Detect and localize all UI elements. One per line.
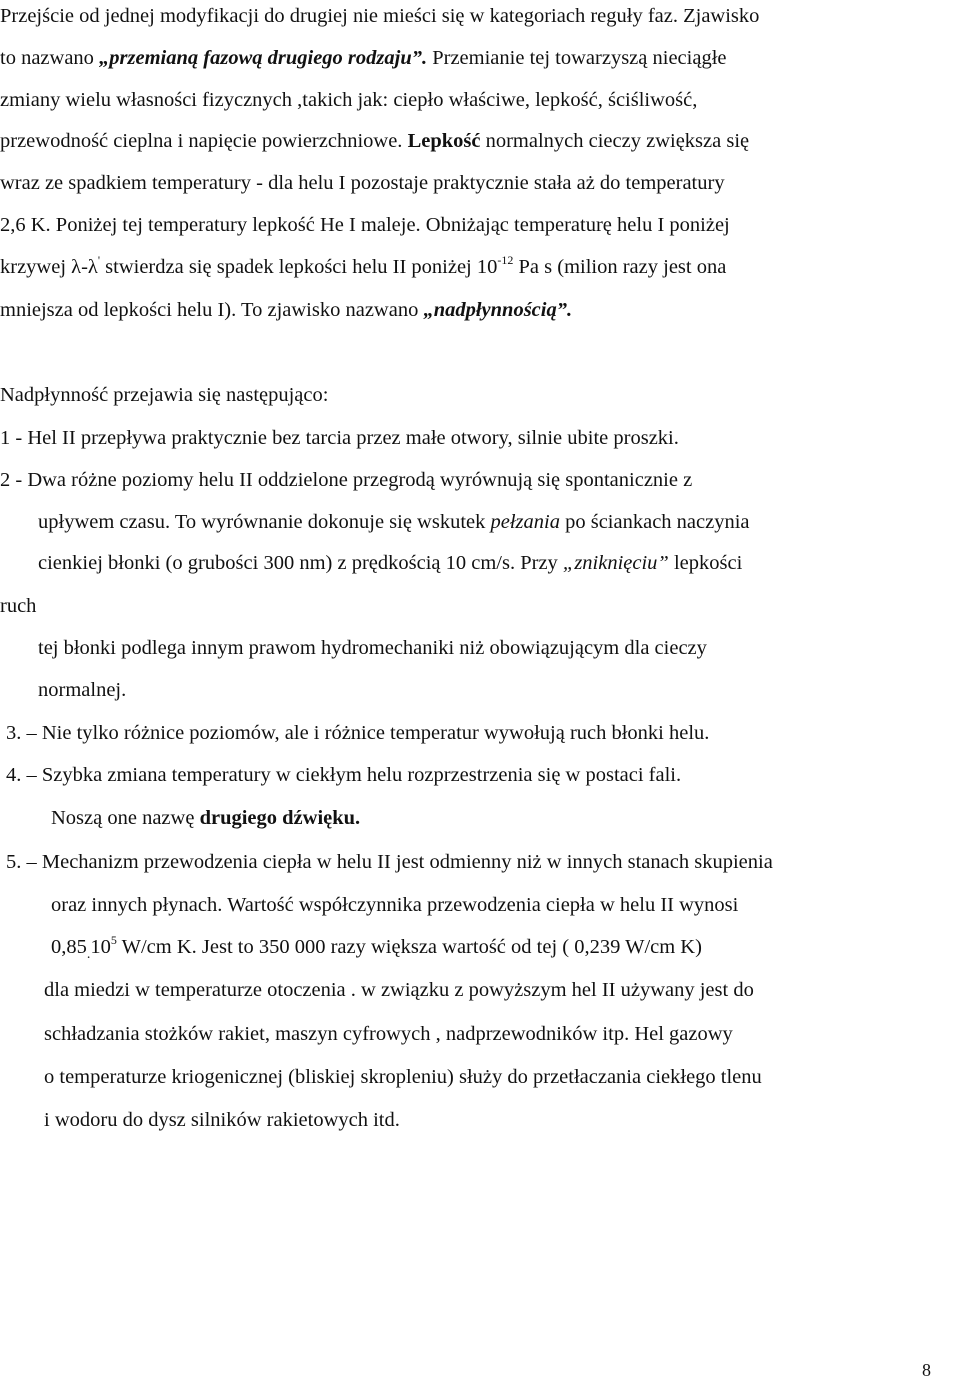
- text-line: ruch: [0, 595, 37, 617]
- list-item: 2 - Dwa różne poziomy helu II oddzielone przegrodą wyrównują się spontanicznie z: [0, 469, 693, 491]
- text-line: 2,6 K. Poniżej tej temperatury lepkość He I maleje. Obniżając temperaturę helu I poniżej: [0, 214, 730, 236]
- text-line: Przejście od jednej modyfikacji do drugiej nie mieści się w kategoriach reguły faz. Zjawisko: [0, 5, 760, 27]
- text-line: przewodność cieplna i napięcie powierzchniowe. Lepkość normalnych cieczy zwiększa się: [0, 130, 750, 152]
- text-line: Noszą one nazwę drugiego dźwięku.: [51, 807, 361, 829]
- text-line: i wodoru do dysz silników rakietowych itd.: [44, 1109, 400, 1131]
- list-item: 5. – Mechanizm przewodzenia ciepła w helu II jest odmienny niż w innych stanach skupienia: [6, 851, 773, 873]
- text-line: dla miedzi w temperaturze otoczenia . w związku z powyższym hel II używany jest do: [44, 979, 754, 1001]
- list-item: 3. – Nie tylko różnice poziomów, ale i różnice temperatur wywołują ruch błonki helu.: [6, 722, 710, 744]
- text-line: o temperaturze kriogenicznej (bliskiej skropleniu) służy do przetłaczania ciekłego tlenu: [44, 1066, 762, 1088]
- text-line: Nadpłynność przejawia się następująco:: [0, 384, 329, 406]
- emphasis-term: „nadpłynnością”.: [423, 299, 573, 321]
- emphasis-term: „przemianą fazową drugiego rodzaju”.: [99, 47, 428, 69]
- text-line: oraz innych płynach. Wartość współczynnika przewodzenia ciepła w helu II wynosi: [51, 894, 739, 916]
- text-line: zmiany wielu własności fizycznych ,takich jak: ciepło właściwe, lepkość, ściśliwość,: [0, 89, 698, 111]
- text-line: tej błonki podlega innym prawom hydromechaniki niż obowiązującym dla cieczy: [38, 637, 707, 659]
- text-line: wraz ze spadkiem temperatury - dla helu I pozostaje praktycznie stała aż do temperatury: [0, 172, 725, 194]
- text-line: krzywej λ-λ' stwierdza się spadek lepkości helu II poniżej $10^{-12}$ Pa s (milion razy jest ona: [0, 253, 727, 278]
- text-line: cienkiej błonki (o grubości 300 nm) z prędkością 10 cm/s. Przy „zniknięciu” lepkości: [38, 552, 743, 574]
- text-line: schładzania stożków rakiet, maszyn cyfrowych , nadprzewodników itp. Hel gazowy: [44, 1023, 733, 1045]
- emphasis-term: drugiego dźwięku.: [199, 807, 361, 829]
- text-line: upływem czasu. To wyrównanie dokonuje się wskutek pełzania po ściankach naczynia: [38, 511, 750, 533]
- emphasis-term: „zniknięciu”: [562, 552, 669, 574]
- text-line: mniejsza od lepkości helu I). To zjawisko nazwano „nadpłynnością”.: [0, 299, 573, 321]
- text-line: to nazwano „przemianą fazową drugiego rodzaju”. Przemianie tej towarzyszą nieciągłe: [0, 47, 727, 69]
- text-line: $0,85_.10^5$ W/cm K. Jest to 350 000 razy większa wartość od tej ( 0,239 W/cm K): [51, 933, 702, 963]
- emphasis-term: pełzania: [490, 511, 560, 533]
- page-number: 8: [922, 1360, 931, 1380]
- list-item: 1 - Hel II przepływa praktycznie bez tarcia przez małe otwory, silnie ubite proszki.: [0, 427, 679, 449]
- list-item: 4. – Szybka zmiana temperatury w ciekłym helu rozprzestrzenia się w postaci fali.: [6, 764, 682, 786]
- emphasis-term: Lepkość: [407, 130, 481, 152]
- text-line: normalnej.: [38, 679, 127, 701]
